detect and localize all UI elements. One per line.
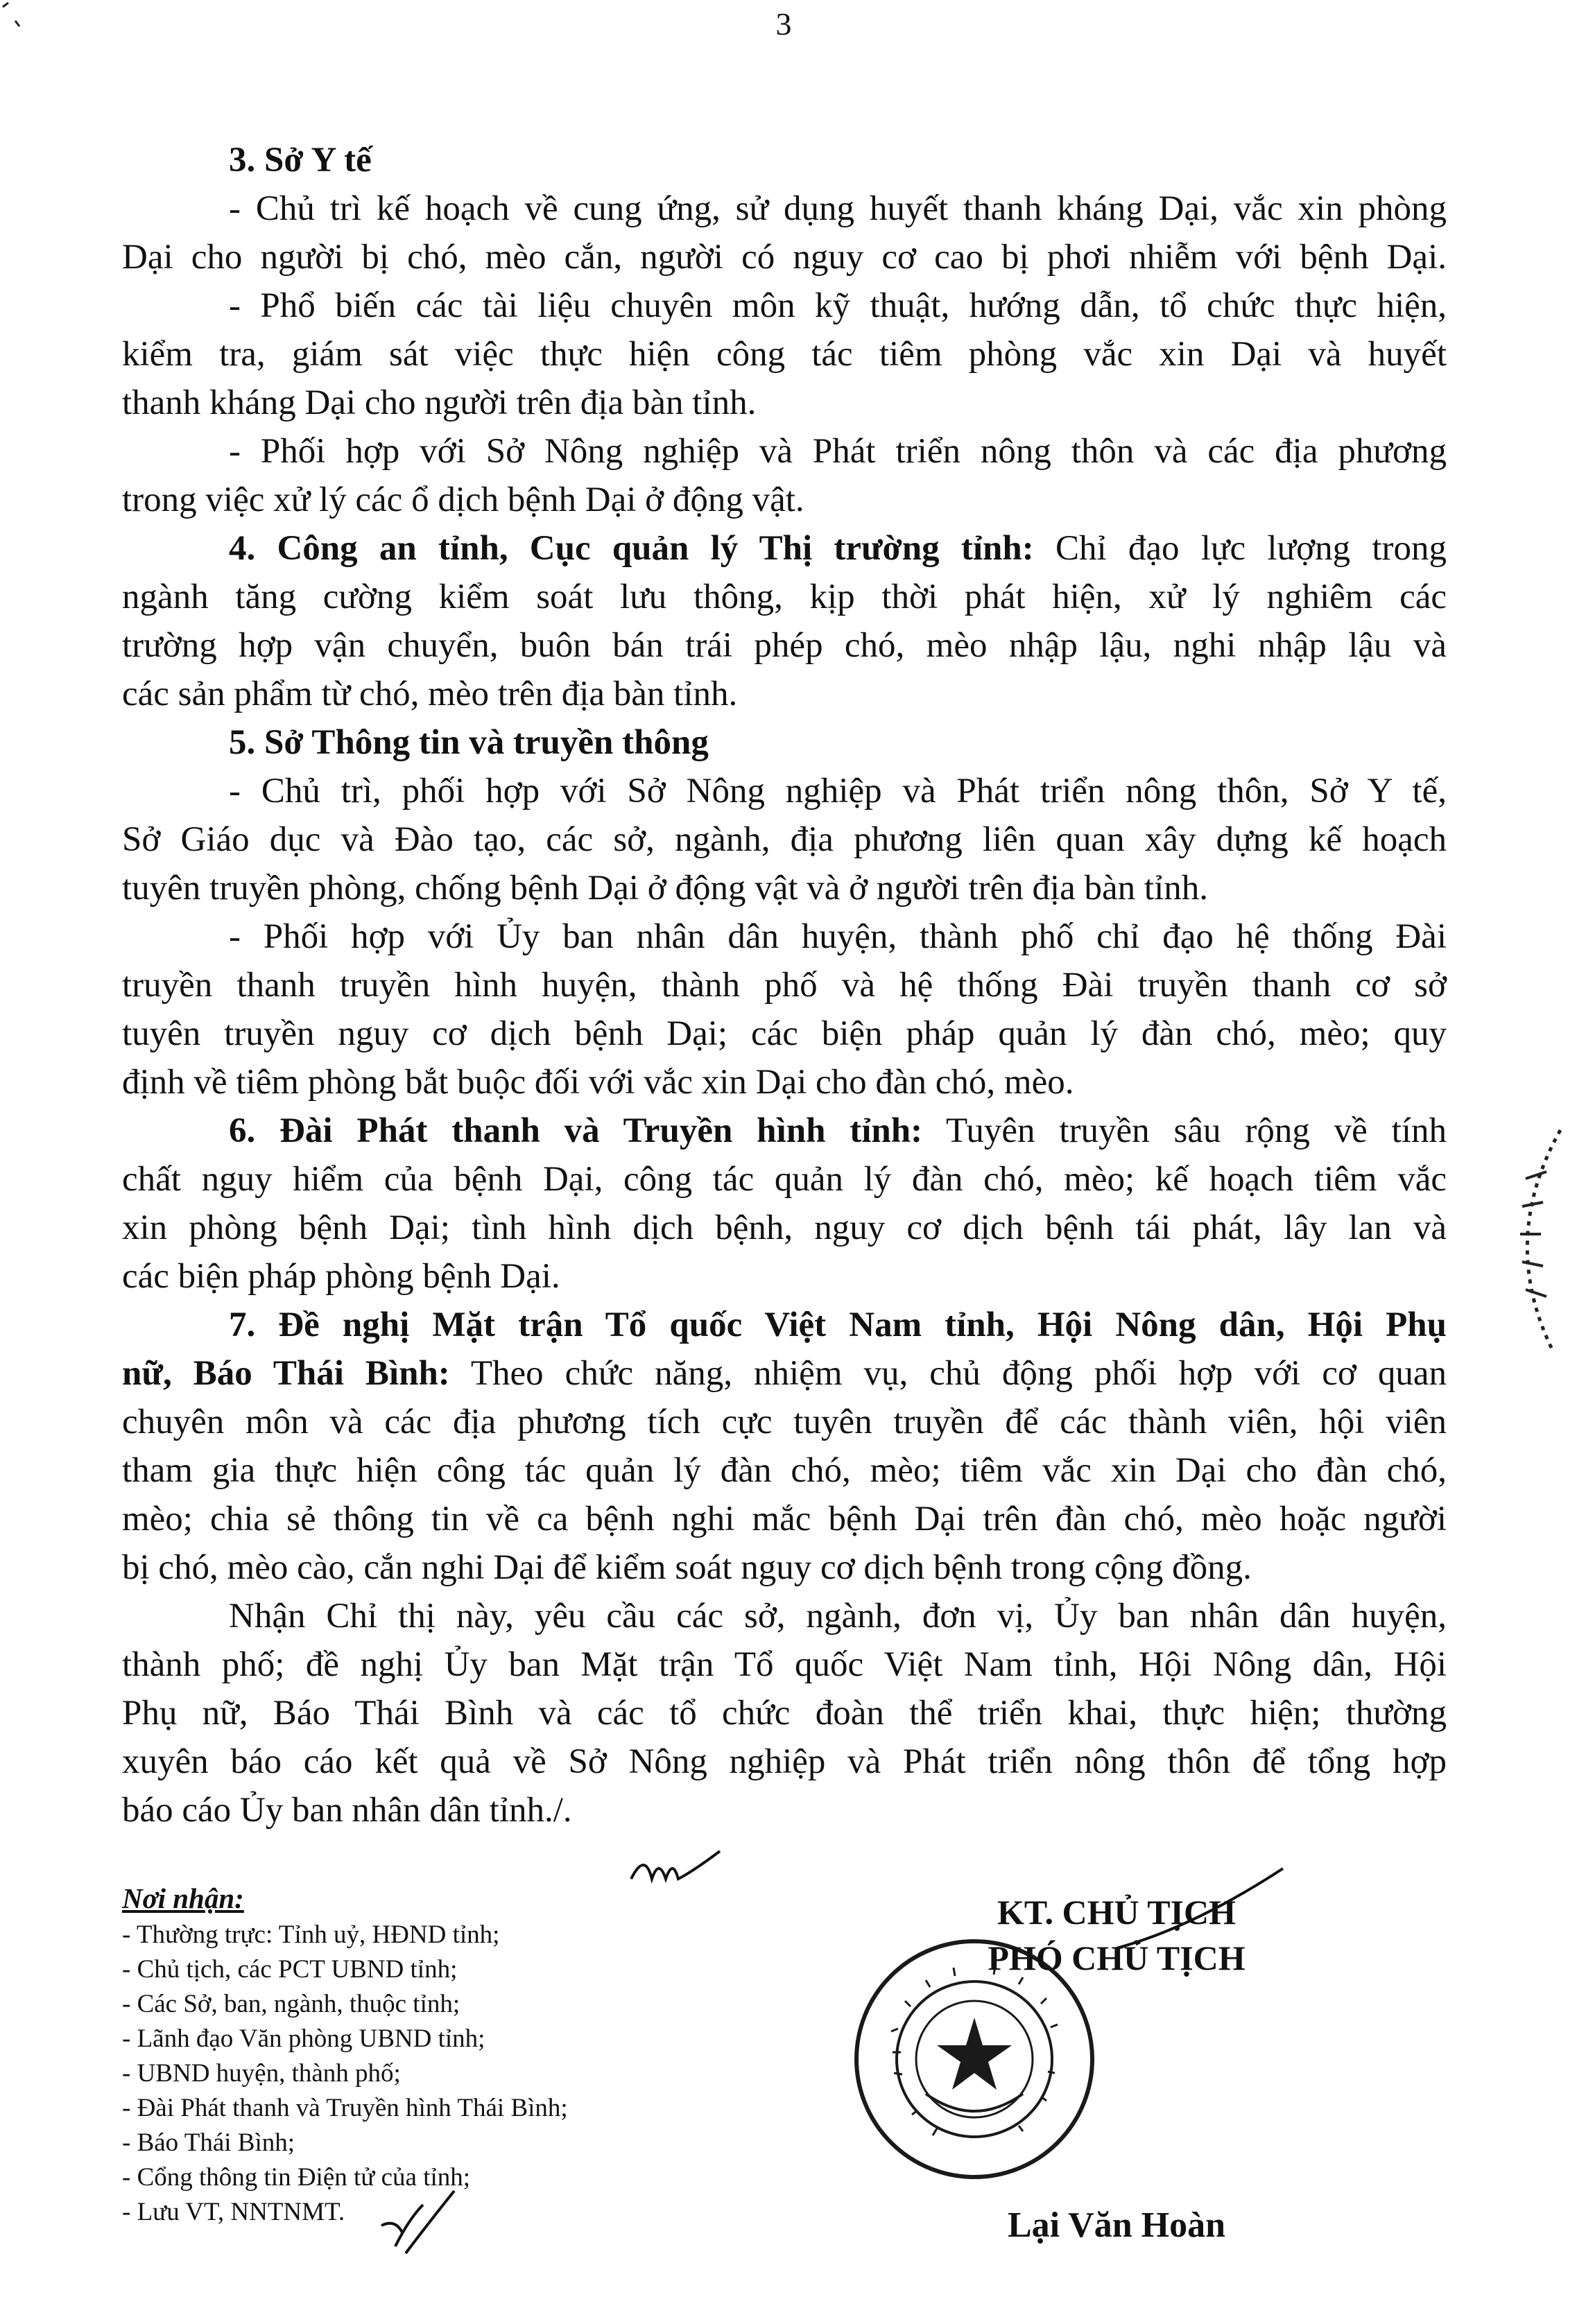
section-heading: 3. Sở Y tế <box>229 141 372 180</box>
paragraph-line: kiểm tra, giám sát việc thực hiện công tác tiêm phòng vắc xin Dại và huyết <box>122 335 1447 374</box>
paragraph-line: truyền thanh truyền hình huyện, thành phố và hệ thống Đài truyền thanh cơ sở <box>122 966 1447 1005</box>
paragraph-line <box>122 1349 1447 1398</box>
initials-mark <box>624 1830 763 1893</box>
page-number: 3 <box>775 6 792 42</box>
recipients-block <box>122 1879 568 2230</box>
paragraph-line: định về tiêm phòng bắt buộc đối với vắc xin Dại cho đàn chó, mèo. <box>122 1063 1074 1102</box>
paragraph-line: trường hợp vận chuyển, buôn bán trái phép chó, mèo nhập lậu, nghi nhập lậu và <box>122 626 1447 665</box>
recipient-item: - Các Sở, ban, ngành, thuộc tỉnh; <box>122 1990 460 2018</box>
recipient-item: - Lưu VT, NNTNMT. <box>122 2198 345 2226</box>
paragraph-line: - Chủ trì kế hoạch về cung ứng, sử dụng huyết thanh kháng Dại, vắc xin phòng <box>229 189 1447 228</box>
paragraph-line: tuyên truyền phòng, chống bệnh Dại ở động vật và ở người trên địa bàn tỉnh. <box>122 869 1208 908</box>
paragraph-line: thanh kháng Dại cho người trên địa bàn tỉnh. <box>122 383 757 422</box>
paragraph-line: xuyên báo cáo kết quả về Sở Nông nghiệp và Phát triển nông thôn để tổng hợp <box>122 1742 1447 1781</box>
paragraph-line: tuyên truyền nguy cơ dịch bệnh Dại; các biện pháp quản lý đàn chó, mèo; quy <box>122 1014 1447 1053</box>
section-heading: 7. Đề nghị Mặt trận Tổ quốc Việt Nam tỉnh, Hội Nông dân, Hội Phụ <box>229 1306 1447 1344</box>
paragraph-line: thành phố; đề nghị Ủy ban Mặt trận Tổ quốc Việt Nam tỉnh, Hội Nông dân, Hội <box>122 1645 1447 1684</box>
paragraph-line: các sản phẩm từ chó, mèo trên địa bàn tỉnh. <box>122 675 738 713</box>
recipient-item: - Cổng thông tin Điện tử của tỉnh; <box>122 2163 471 2192</box>
recipient-item: - UBND huyện, thành phố; <box>122 2059 401 2088</box>
recipient-item: - Thường trực: Tỉnh uỷ, HĐND tỉnh; <box>122 1920 500 1949</box>
paragraph-line: Sở Giáo dục và Đào tạo, các sở, ngành, địa phương liên quan xây dựng kế hoạch <box>122 820 1447 859</box>
section-heading: nữ, Báo Thái Bình: <box>122 1354 450 1393</box>
paragraph-line: chuyên môn và các địa phương tích cực tuyên truyền để các thành viên, hội viên <box>122 1403 1447 1441</box>
paragraph-line: xin phòng bệnh Dại; tình hình dịch bệnh, nguy cơ dịch bệnh tái phát, lây lan và <box>122 1208 1447 1247</box>
paragraph-line: mèo; chia sẻ thông tin về ca bệnh nghi mắc bệnh Dại trên đàn chó, mèo hoặc người <box>122 1500 1447 1538</box>
paragraph-text: Chỉ đạo lực lượng trong <box>1033 529 1447 568</box>
signature-title: KT. CHỦ TỊCH <box>997 1893 1236 1932</box>
paragraph-line: chất nguy hiểm của bệnh Dại, công tác quản lý đàn chó, mèo; kế hoạch tiêm vắc <box>122 1160 1447 1199</box>
paragraph-line: Nhận Chỉ thị này, yêu cầu các sở, ngành, đơn vị, Ủy ban nhân dân huyện, <box>229 1597 1447 1636</box>
signature-stroke <box>1110 1865 1290 1955</box>
paragraph-line <box>122 524 1447 573</box>
paragraph-line: - Phổ biến các tài liệu chuyên môn kỹ thuật, hướng dẫn, tổ chức thực hiện, <box>229 286 1447 325</box>
section-3 <box>122 136 1447 1835</box>
paragraph-line: Dại cho người bị chó, mèo cắn, người có nguy cơ cao bị phơi nhiễm với bệnh Dại. <box>122 238 1447 277</box>
paragraph-line: các biện pháp phòng bệnh Dại. <box>122 1257 560 1296</box>
paragraph-line: tham gia thực hiện công tác quản lý đàn chó, mèo; tiêm vắc xin Dại cho đàn chó, <box>122 1451 1447 1490</box>
paragraph-line: trong việc xử lý các ổ dịch bệnh Dại ở động vật. <box>122 480 804 519</box>
recipient-item: - Đài Phát thanh và Truyền hình Thái Bình; <box>122 2094 568 2122</box>
paragraph-text: Tuyên truyền sâu rộng về tính <box>922 1111 1447 1150</box>
scan-mark <box>0 0 42 42</box>
paragraph-line: ngành tăng cường kiểm soát lưu thông, kịp thời phát hiện, xử lý nghiêm các <box>122 578 1447 616</box>
paragraph-line: bị chó, mèo cào, cắn nghi Dại để kiểm soát nguy cơ dịch bệnh trong cộng đồng. <box>122 1548 1252 1587</box>
paragraph-text: Theo chức năng, nhiệm vụ, chủ động phối hợp với cơ quan <box>449 1354 1447 1393</box>
recipient-item: - Báo Thái Bình; <box>122 2128 295 2157</box>
signature-subtitle: PHÓ CHỦ TỊCH <box>988 1939 1246 1977</box>
margin-seal <box>1484 1123 1567 1359</box>
paragraph-line: - Phối hợp với Sở Nông nghiệp và Phát triển nông thôn và các địa phương <box>229 432 1447 471</box>
recipient-item: - Lãnh đạo Văn phòng UBND tỉnh; <box>122 2024 485 2053</box>
paragraph-line: báo cáo Ủy ban nhân dân tỉnh./. <box>122 1791 572 1830</box>
paragraph-line <box>122 1107 1447 1155</box>
paragraph-line: - Phối hợp với Ủy ban nhân dân huyện, thành phố chỉ đạo hệ thống Đài <box>229 917 1447 956</box>
section-heading: 6. Đài Phát thanh và Truyền hình tỉnh: <box>229 1111 923 1150</box>
recipients-title: Nơi nhận: <box>122 1882 244 1914</box>
section-heading: 4. Công an tỉnh, Cục quản lý Thị trường tỉnh: <box>229 529 1034 568</box>
paragraph-line: - Chủ trì, phối hợp với Sở Nông nghiệp và Phát triển nông thôn, Sở Y tế, <box>229 772 1447 810</box>
initials-mark <box>374 2184 465 2260</box>
recipient-item: - Chủ tịch, các PCT UBND tỉnh; <box>122 1955 458 1984</box>
signer-name: Lại Văn Hoàn <box>1007 2205 1226 2245</box>
paragraph-line: Phụ nữ, Báo Thái Bình và các tổ chức đoàn thể triển khai, thực hiện; thường <box>122 1694 1447 1733</box>
section-heading: 5. Sở Thông tin và truyền thông <box>229 723 709 762</box>
